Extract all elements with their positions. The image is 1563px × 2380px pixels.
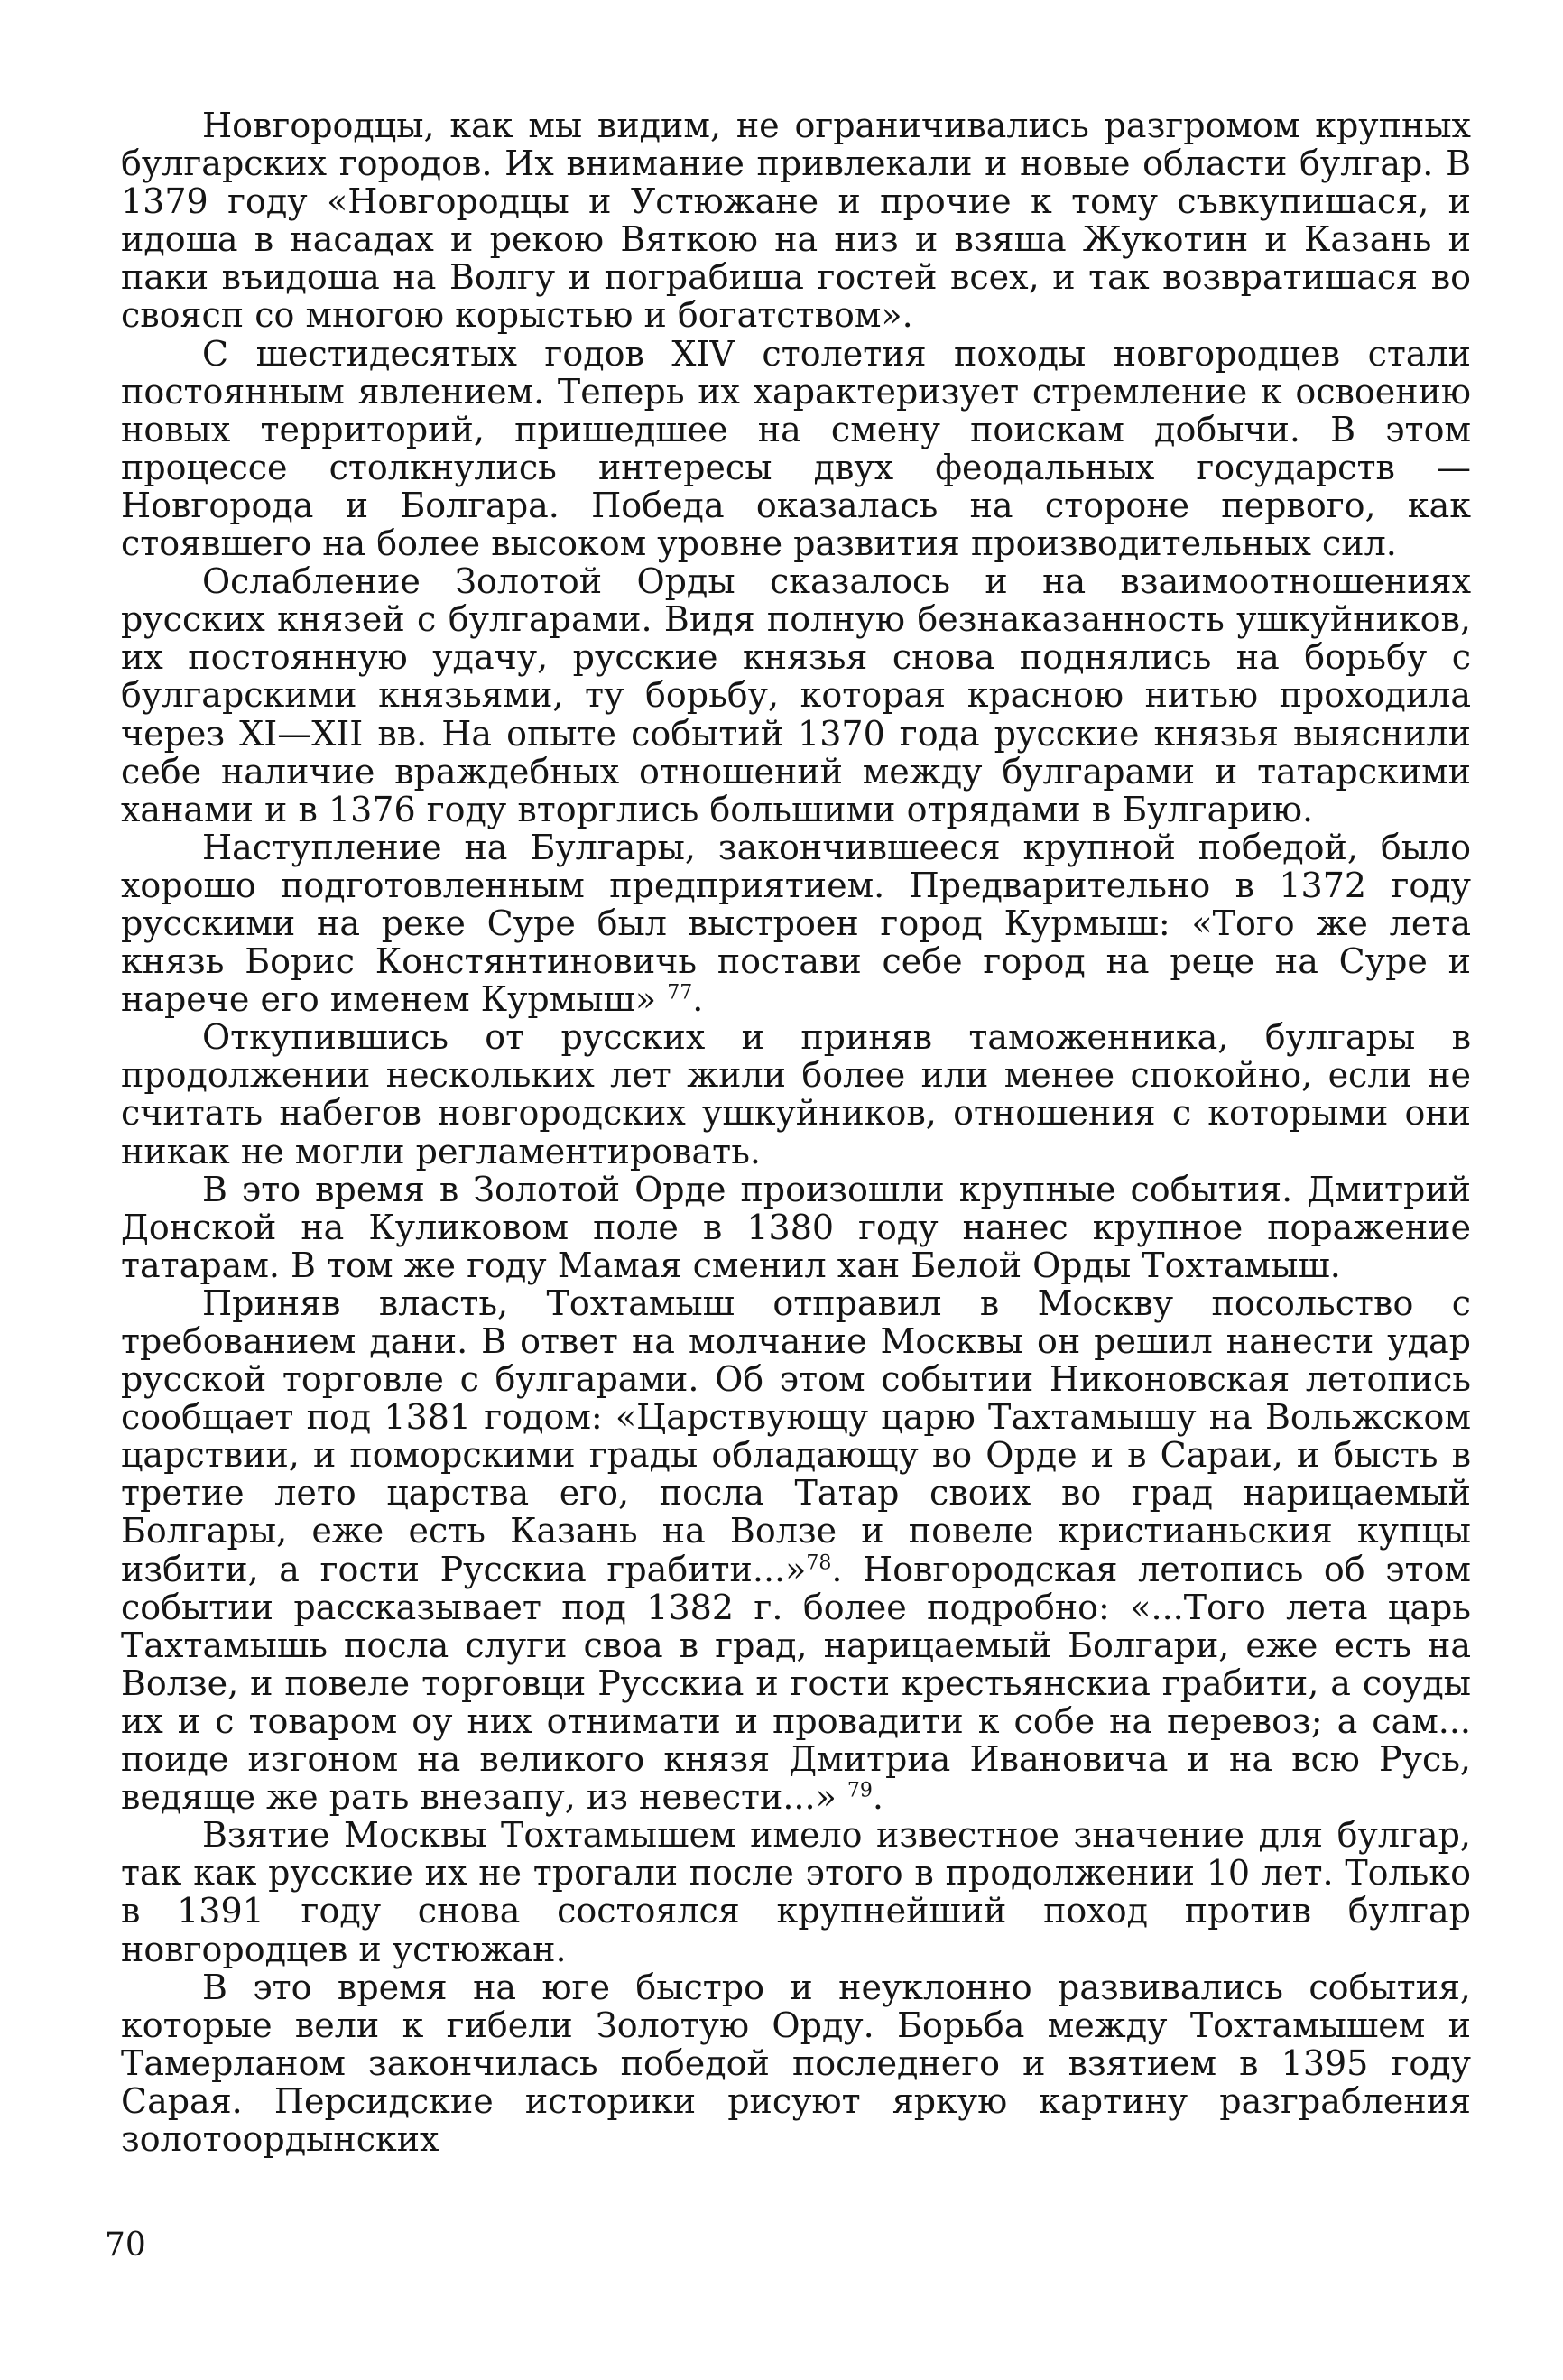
footnote-ref-78: 78	[806, 1551, 832, 1574]
paragraph-6	[121, 1171, 1471, 1284]
paragraph-text-tail: .	[692, 979, 704, 1020]
paragraph-text-tail-end: .	[872, 1777, 883, 1818]
paragraph-text-tail: . Новгородская летопись об этом событии рассказывает под 1382 г. более подробно: «...Того лета царь Тахтамышь посла слуги своа в град, нарицаемый Болгари, еже есть на Волзе, и повеле торговци Русскиа и гости крестьянскиа грабити, а соуды их и с товаром оу них отнимати и провадити к собе на перевоз; а сам... поиде изгоном на великого князя Дмитриа Ивановича и на всю Русь, ведяще же рать внезапу, из невести...»	[121, 1549, 1471, 1818]
paragraph-text: Приняв власть, Тохтамыш отправил в Москву посольство с требованием дани. В ответ на молчание Москвы он решил нанести удар русской торговле с булгарами. Об этом событии Никоновская летопись сообщает под 1381 годом: «Царствующу царю Тахтамышу на Вольжском царствии, и поморскими грады обладающу во Орде и в Сараи, и бысть в третие лето царства его, посла Татар своих во град нарицаемый Болгары, еже есть Казань на Волзе и повеле кристианьския купцы избити, а гости Русскиа грабити...»	[121, 1283, 1471, 1589]
page-body	[121, 106, 1471, 2158]
paragraph-1	[121, 106, 1471, 335]
paragraph-text: Наступление на Булгары, закончившееся крупной победой, было хорошо подготовленным предприятием. Предварительно в 1372 году русскими на реке Суре был выстроен город Курмыш: «Того же лета князь Борис Констянтиновичь постави себе город на реце на Суре и нарече его именем Курмыш»	[121, 827, 1471, 1020]
paragraph-text: С шестидесятых годов XIV столетия походы новгородцев стали постоянным явлением. Теперь их характеризует стремление к освоению новых территорий, пришедшее на смену поискам добычи. В этом процессе столкнулись интересы двух феодальных государств — Новгорода и Болгара. Победа оказалась на стороне первого, как стоявшего на более высоком уровне развития производительных сил.	[121, 333, 1471, 564]
paragraph-8	[121, 1816, 1471, 1968]
paragraph-3	[121, 562, 1471, 829]
paragraph-9	[121, 1968, 1471, 2158]
paragraph-text: В это время в Золотой Орде произошли крупные события. Дмитрий Донской на Куликовом поле в 1380 году нанес крупное поражение татарам. В том же году Мамая сменил хан Белой Орды Тохтамыш.	[121, 1169, 1471, 1285]
footnote-ref-79: 79	[846, 1779, 873, 1802]
paragraph-2	[121, 335, 1471, 563]
paragraph-5	[121, 1018, 1471, 1170]
paragraph-text: Откупившись от русских и приняв таможенника, булгары в продолжении нескольких лет жили более или менее спокойно, если не считать набегов новгородских ушкуйников, отношения с которыми они никак не могли регламентировать.	[121, 1017, 1471, 1171]
paragraph-text: В это время на юге быстро и неуклонно развивались события, которые вели к гибели Золотую Орду. Борьба между Тохтамышем и Тамерланом закончилась победой последнего и взятием в 1395 году Сарая. Персидские историки рисуют яркую картину разграбления золотоордынских	[121, 1967, 1471, 2159]
paragraph-text: Новгородцы, как мы видим, не ограничивались разгромом крупных булгарских городов. Их внимание привлекали и новые области булгар. В 1379 году «Новгородцы и Устюжане и прочие к тому съвкупишася, и идоша в насадах и рекою Вяткою на низ и взяша Жукотин и Казань и паки въидоша на Волгу и пограбиша гостей всех, и так возвратишася во своясп со многою корыстью и богатством».	[121, 106, 1471, 336]
paragraph-4	[121, 829, 1471, 1018]
paragraph-text: Взятие Москвы Тохтамышем имело известное значение для булгар, так как русские их не трогали после этого в продолжении 10 лет. Только в 1391 году снова состоялся крупнейший поход против булгар новгородцев и устюжан.	[121, 1815, 1471, 1969]
paragraph-7	[121, 1284, 1471, 1816]
page-number: 70	[105, 2227, 146, 2264]
paragraph-text: Ослабление Золотой Орды сказалось и на взаимоотношениях русских князей с булгарами. Видя полную безнаказанность ушкуйников, их постоянную удачу, русские князья снова поднялись на борьбу с булгарскими князьями, ту борьбу, которая красною нитью проходила через XI—XII вв. На опыте событий 1370 года русские князья выяснили себе наличие враждебных отношений между булгарами и татарскими ханами и в 1376 году вторглись большими отрядами в Булгарию.	[121, 561, 1471, 829]
footnote-ref-77: 77	[667, 981, 693, 1005]
